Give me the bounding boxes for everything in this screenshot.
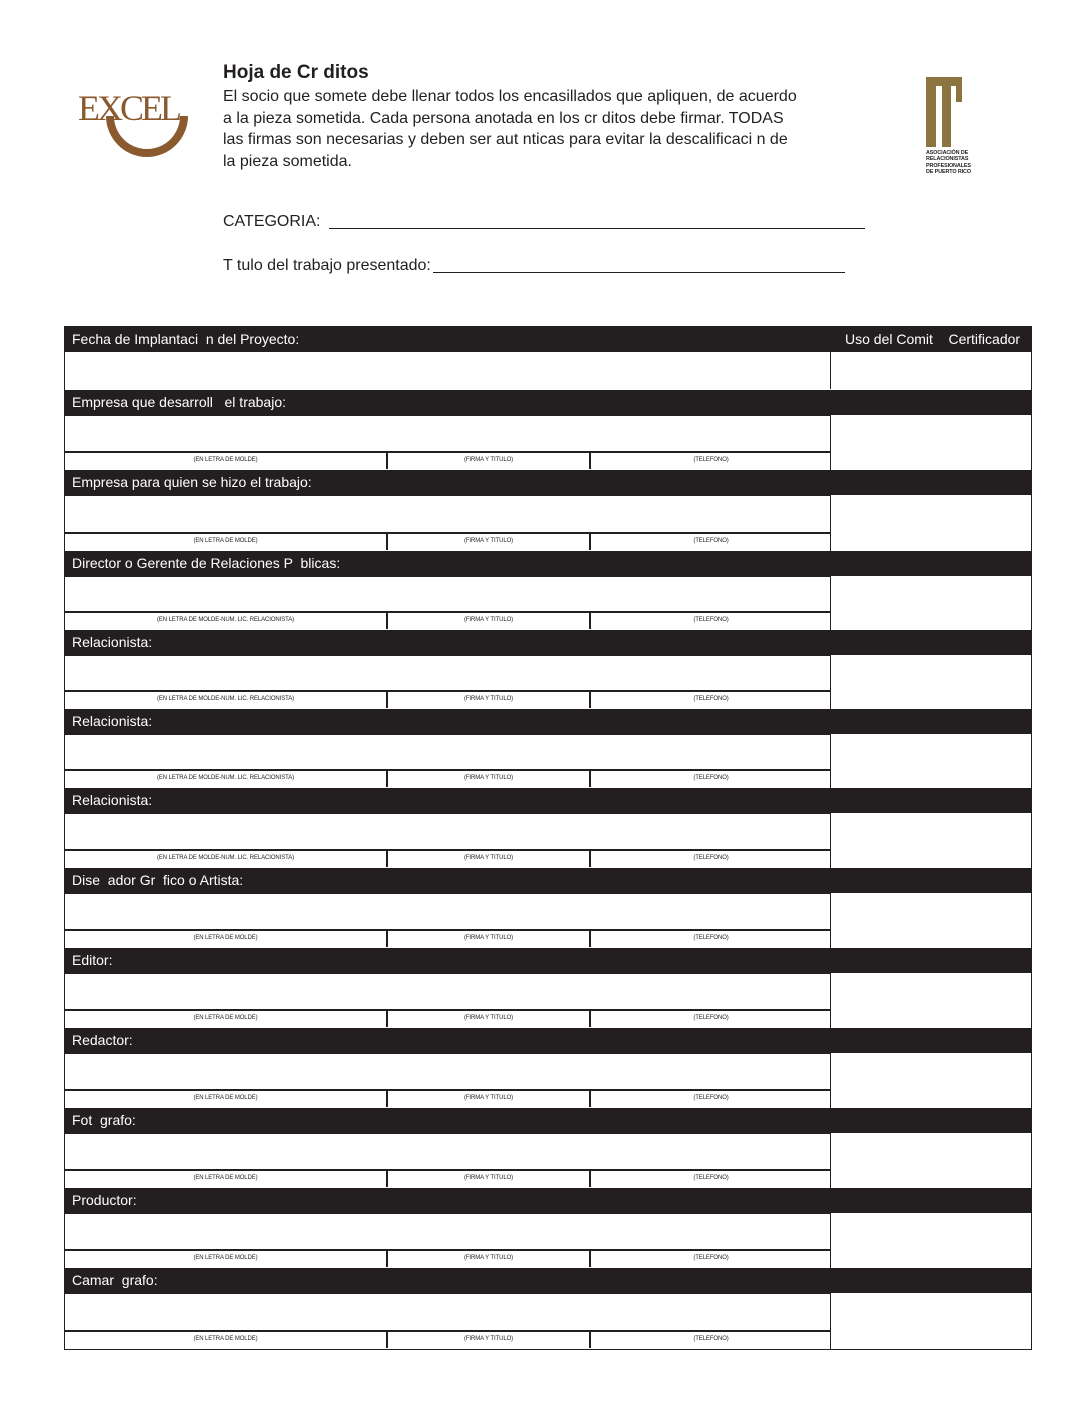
column-divider xyxy=(830,1213,831,1268)
print-name-cell[interactable]: (EN LETRA DE MOLDE) xyxy=(65,1170,388,1187)
print-name-cell[interactable]: (EN LETRA DE MOLDE-NUM. LIC. RELACIONISTA) xyxy=(65,850,388,867)
excel-logo xyxy=(76,78,194,174)
intro-line: las firmas son necesarias y deben ser aut nticas para evitar la descalificaci n de xyxy=(223,131,788,148)
signature-row xyxy=(65,1250,831,1267)
signature-row xyxy=(65,1170,831,1187)
row-divider xyxy=(65,813,831,814)
signature-row xyxy=(65,1010,831,1027)
section-header-bar xyxy=(65,1108,1031,1133)
signature-row xyxy=(65,452,831,469)
row-divider xyxy=(65,734,831,735)
signature-row xyxy=(65,1090,831,1107)
column-divider xyxy=(830,1053,831,1108)
section-header-bar xyxy=(65,390,1031,415)
print-name-cell[interactable]: (EN LETRA DE MOLDE-NUM. LIC. RELACIONISTA) xyxy=(65,770,388,787)
fecha-input-area[interactable] xyxy=(65,352,831,389)
section-header-bar xyxy=(65,551,1031,576)
column-divider xyxy=(830,415,831,470)
phone-cell[interactable]: (TELEFONO) xyxy=(693,696,729,702)
section-label: Relacionista: xyxy=(72,634,153,650)
section-input-area[interactable] xyxy=(65,1133,831,1169)
signature-row xyxy=(65,770,831,787)
row-divider xyxy=(65,576,831,577)
section-input-area[interactable] xyxy=(65,1053,831,1089)
committee-label: Uso del Comit Certificador xyxy=(845,331,1021,347)
signature-row xyxy=(65,612,831,629)
association-line-1: ASOCIACIÓN DE xyxy=(926,150,969,156)
row-divider xyxy=(65,1213,831,1214)
phone-cell[interactable]: (TELEFONO) xyxy=(693,935,729,941)
association-line-2: RELACIONISTAS xyxy=(926,156,969,163)
section-input-area[interactable] xyxy=(65,655,831,690)
phone-cell[interactable]: (TELEFONO) xyxy=(693,775,729,781)
signature-title-cell[interactable]: (FIRMA Y TITULO) xyxy=(388,1170,591,1187)
print-name-cell[interactable]: (EN LETRA DE MOLDE) xyxy=(65,452,388,469)
column-divider xyxy=(830,1293,831,1349)
section-header-bar xyxy=(65,1188,1031,1213)
row-divider xyxy=(65,1133,831,1134)
signature-title-cell[interactable]: (FIRMA Y TITULO) xyxy=(388,1250,591,1267)
print-name-cell[interactable]: (EN LETRA DE MOLDE) xyxy=(65,1250,388,1267)
section-header-bar xyxy=(65,788,1031,813)
association-name xyxy=(926,150,976,175)
excel-logo-text: EXCEL xyxy=(78,88,179,128)
section-label: Dise ador Gr fico o Artista: xyxy=(72,872,244,888)
phone-cell[interactable]: (TELEFONO) xyxy=(693,1095,729,1101)
phone-cell[interactable]: (TELEFONO) xyxy=(693,538,729,544)
column-divider xyxy=(830,973,831,1028)
print-name-cell[interactable]: (EN LETRA DE MOLDE) xyxy=(65,930,388,947)
signature-title-cell[interactable]: (FIRMA Y TITULO) xyxy=(388,1331,591,1348)
categoria-input-line[interactable] xyxy=(329,228,865,229)
section-label: Fot grafo: xyxy=(72,1112,136,1128)
signature-title-cell[interactable]: (FIRMA Y TITULO) xyxy=(388,533,591,550)
row-divider xyxy=(65,973,831,974)
titulo-input-line[interactable] xyxy=(433,272,845,273)
signature-title-cell[interactable]: (FIRMA Y TITULO) xyxy=(388,930,591,947)
print-name-cell[interactable]: (EN LETRA DE MOLDE) xyxy=(65,1090,388,1107)
row-divider xyxy=(65,495,831,496)
association-line-3: PROFESIONALES xyxy=(926,162,971,169)
row-divider xyxy=(65,1053,831,1054)
section-input-area[interactable] xyxy=(65,1213,831,1249)
titulo-label: T tulo del trabajo presentado: xyxy=(223,257,431,274)
row-divider xyxy=(65,415,831,416)
column-divider xyxy=(830,495,831,551)
phone-cell[interactable]: (TELEFONO) xyxy=(693,1255,729,1261)
signature-row xyxy=(65,850,831,867)
section-label: Relacionista: xyxy=(72,713,153,729)
intro-text xyxy=(223,86,863,172)
signature-title-cell[interactable]: (FIRMA Y TITULO) xyxy=(388,1090,591,1107)
section-header-bar xyxy=(65,709,1031,734)
credits-form xyxy=(64,326,1032,1350)
print-name-cell[interactable]: (EN LETRA DE MOLDE-NUM. LIC. RELACIONISTA) xyxy=(65,691,388,708)
section-input-area[interactable] xyxy=(65,813,831,849)
row-divider xyxy=(65,655,831,656)
page-title: Hoja de Cr ditos xyxy=(223,62,369,83)
print-name-cell[interactable]: (EN LETRA DE MOLDE-NUM. LIC. RELACIONISTA) xyxy=(65,612,388,629)
print-name-cell[interactable]: (EN LETRA DE MOLDE) xyxy=(65,1331,388,1348)
fecha-label: Fecha de Implantaci n del Proyecto: xyxy=(72,331,300,347)
section-input-area[interactable] xyxy=(65,734,831,769)
section-label: Productor: xyxy=(72,1192,137,1208)
categoria-field xyxy=(223,213,865,231)
section-label: Empresa para quien se hizo el trabajo: xyxy=(72,474,312,490)
section-input-area[interactable] xyxy=(65,1293,831,1330)
column-divider xyxy=(830,893,831,948)
phone-cell[interactable]: (TELEFONO) xyxy=(693,1175,729,1181)
signature-title-cell[interactable]: (FIRMA Y TITULO) xyxy=(388,1010,591,1027)
column-divider xyxy=(830,734,831,788)
signature-row xyxy=(65,1331,831,1348)
column-divider xyxy=(830,1133,831,1188)
intro-line: El socio que somete debe llenar todos los encasillados que apliquen, de acuerdo xyxy=(223,88,797,105)
section-input-area[interactable] xyxy=(65,576,831,611)
column-divider xyxy=(830,655,831,709)
column-divider xyxy=(830,813,831,868)
titulo-field xyxy=(223,257,845,275)
section-label: Editor: xyxy=(72,952,113,968)
signature-row xyxy=(65,930,831,947)
intro-line: a la pieza sometida. Cada persona anotada en los cr ditos debe firmar. TODAS xyxy=(223,109,784,127)
section-header-bar xyxy=(65,630,1031,655)
row-divider xyxy=(65,1293,831,1294)
column-divider xyxy=(830,576,831,630)
phone-cell[interactable]: (TELEFONO) xyxy=(693,1336,729,1342)
phone-cell[interactable]: (TELEFONO) xyxy=(693,617,729,623)
section-header-bar xyxy=(65,948,1031,973)
phone-cell[interactable]: (TELEFONO) xyxy=(693,457,729,463)
section-input-area[interactable] xyxy=(65,893,831,929)
signature-title-cell[interactable]: (FIRMA Y TITULO) xyxy=(388,691,591,708)
categoria-label: CATEGORIA: xyxy=(223,213,325,230)
section-input-area[interactable] xyxy=(65,495,831,532)
print-name-cell[interactable]: (EN LETRA DE MOLDE) xyxy=(65,533,388,550)
section-input-area[interactable] xyxy=(65,973,831,1009)
signature-row xyxy=(65,691,831,708)
section-header-bar xyxy=(65,1268,1031,1293)
signature-title-cell[interactable]: (FIRMA Y TITULO) xyxy=(388,770,591,787)
section-label: Camar grafo: xyxy=(72,1272,158,1288)
row-divider xyxy=(65,893,831,894)
section-label: Relacionista: xyxy=(72,792,153,808)
signature-title-cell[interactable]: (FIRMA Y TITULO) xyxy=(388,850,591,867)
signature-title-cell[interactable]: (FIRMA Y TITULO) xyxy=(388,452,591,469)
section-input-area[interactable] xyxy=(65,415,831,451)
intro-line: la pieza sometida. xyxy=(223,152,352,170)
phone-cell[interactable]: (TELEFONO) xyxy=(693,1015,729,1021)
signature-title-cell[interactable]: (FIRMA Y TITULO) xyxy=(388,612,591,629)
signature-row xyxy=(65,533,831,550)
section-label: Empresa que desarroll el trabajo: xyxy=(72,394,286,410)
association-line-4: DE PUERTO RICO xyxy=(926,168,971,175)
section-label: Director o Gerente de Relaciones P blicas: xyxy=(72,555,341,571)
phone-cell[interactable]: (TELEFONO) xyxy=(693,855,729,861)
section-label: Redactor: xyxy=(72,1032,133,1048)
print-name-cell[interactable]: (EN LETRA DE MOLDE) xyxy=(65,1010,388,1027)
section-header-bar xyxy=(65,1028,1031,1053)
fecha-header-bar xyxy=(65,327,1031,352)
section-header-bar xyxy=(65,868,1031,893)
section-header-bar xyxy=(65,470,1031,495)
